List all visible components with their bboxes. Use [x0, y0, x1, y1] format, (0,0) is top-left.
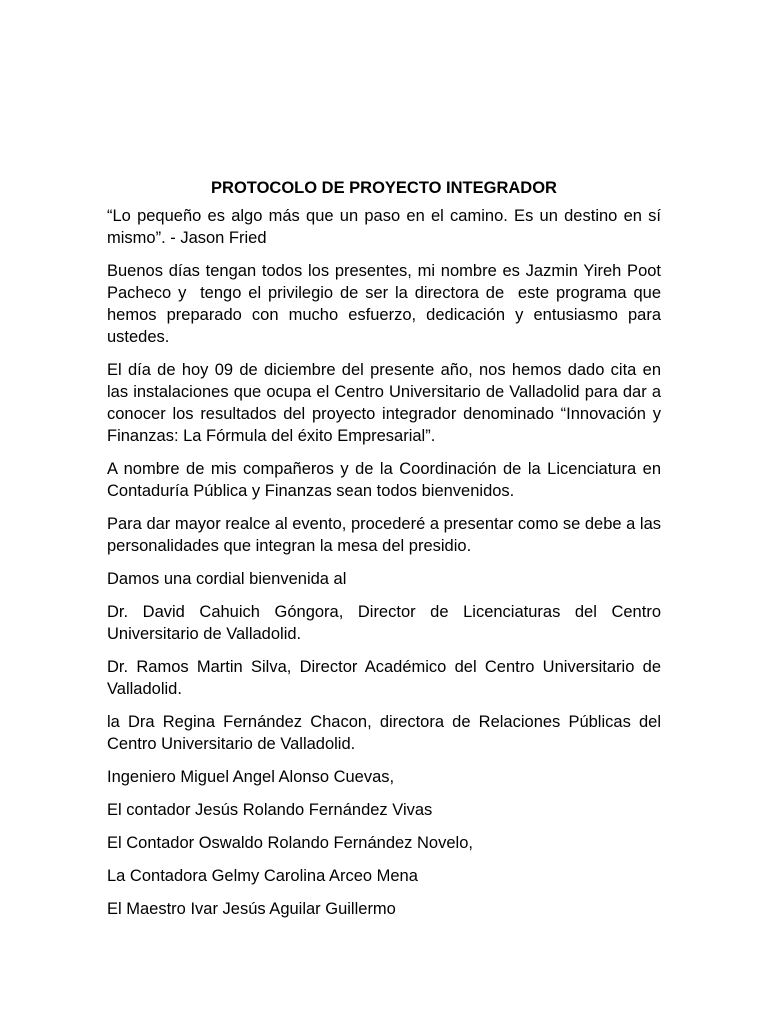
opening-quote: “Lo pequeño es algo más que un paso en el camino. Es un destino en sí mismo”. - Jason Fried	[107, 207, 666, 247]
guest-line: El contador Jesús Rolando Fernández Vivas	[107, 801, 433, 819]
guest-line: Ingeniero Miguel Angel Alonso Cuevas,	[107, 768, 395, 786]
presidium-paragraph: Para dar mayor realce al evento, procederé a presentar como se debe a las personalidades que integran la mesa del presidio.	[107, 515, 666, 555]
guest-line: El Contador Oswaldo Rolando Fernández Novelo,	[107, 834, 473, 852]
document-page	[107, 177, 666, 931]
guest-line: La Contadora Gelmy Carolina Arceo Mena	[107, 867, 418, 885]
event-paragraph: El día de hoy 09 de diciembre del presente año, nos hemos dado cita en las instalaciones que ocupa el Centro Universitario de Valladolid para dar a conocer los resultados del proyecto integrador denominado “Innovación y Finanzas: La Fórmula del éxito Empresarial”.	[107, 361, 666, 445]
guest-line: Dr. Ramos Martin Silva, Director Académico del Centro Universitario de Valladolid.	[107, 658, 666, 698]
welcome-intro-line: Damos una cordial bienvenida al	[107, 570, 347, 588]
document-title: PROTOCOLO DE PROYECTO INTEGRADOR	[211, 179, 557, 197]
guest-line: El Maestro Ivar Jesús Aguilar Guillermo	[107, 900, 396, 918]
greeting-paragraph: Buenos días tengan todos los presentes, mi nombre es Jazmin Yireh Poot Pacheco y tengo el privilegio de ser la directora de este programa que hemos preparado con mucho esfuerzo, dedicación y entusiasmo para ustedes.	[107, 262, 666, 346]
guest-line: Dr. David Cahuich Góngora, Director de Licenciaturas del Centro Universitario de Valladolid.	[107, 603, 666, 643]
guest-line: la Dra Regina Fernández Chacon, directora de Relaciones Públicas del Centro Universitario de Valladolid.	[107, 713, 666, 753]
welcome-paragraph: A nombre de mis compañeros y de la Coordinación de la Licenciatura en Contaduría Pública y Finanzas sean todos bienvenidos.	[107, 460, 666, 500]
